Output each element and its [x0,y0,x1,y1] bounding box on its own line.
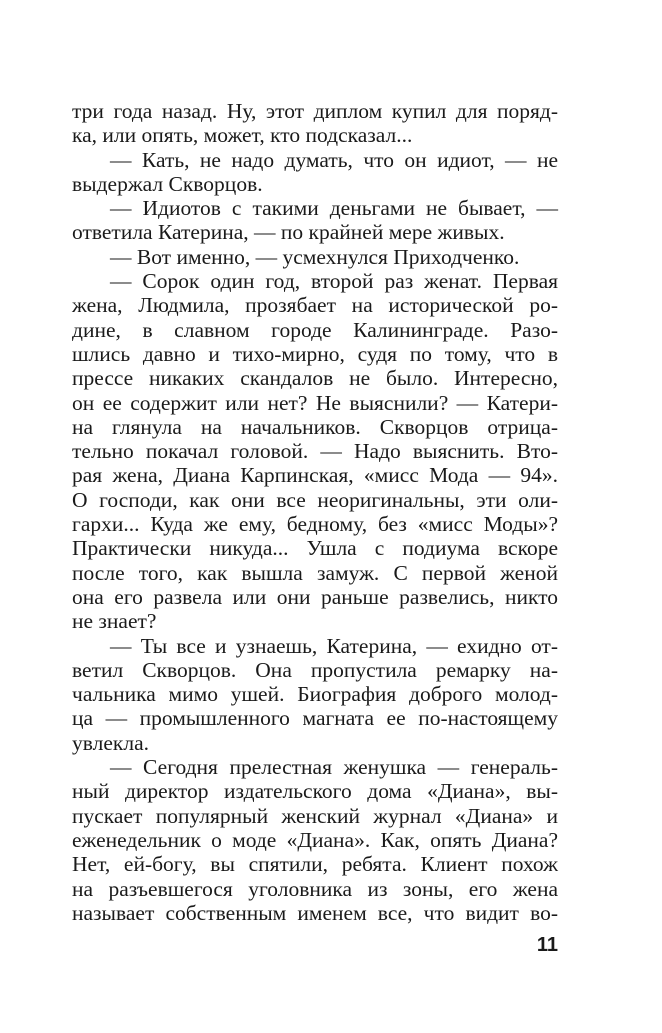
text-line: ца — промышленного магната ее по-настоящему [72,706,558,731]
text-line: тельно покачал головой. — Надо выяснить. Вто- [72,439,558,464]
text-line: — Ты все и узнаешь, Катерина, — ехидно от- [110,633,558,658]
text-line: ный директор издательского дома «Диана», вы- [72,779,558,804]
text-line: он ее содержит или нет? Не выяснили? — Катери- [72,390,558,415]
text-line: пускает популярный женский журнал «Диана» и [72,803,558,828]
text-line: она его развела или они раньше развелись, никто [72,584,558,609]
text-line: О господи, как они все неоригинальны, эти оли- [72,487,558,512]
text-line: — Идиотов с такими деньгами не бывает, — [110,196,558,221]
text-line: выдержал Скворцов. [72,171,263,196]
text-line: — Кать, не надо думать, что он идиот, — не [110,147,558,172]
text-line: прессе никаких скандалов не было. Интересно, [72,366,558,391]
text-line: ответила Катерина, — по крайней мере живых. [72,220,505,245]
text-line: чальника мимо ушей. Биография доброго молод- [72,682,558,707]
text-line: — Сорок один год, второй раз женат. Первая [110,269,558,294]
text-line: — Сегодня прелестная женушка — генераль- [110,755,558,780]
text-line: гархи... Куда же ему, бедному, без «мисс Моды»? [72,512,558,537]
text-line: Нет, ей-богу, вы спятили, ребята. Клиент похож [72,852,558,877]
text-line: не знает? [72,609,157,634]
body-text [72,99,558,925]
text-line: после того, как вышла замуж. С первой женой [72,560,558,585]
text-line: на глянула на начальников. Скворцов отрица- [72,414,558,439]
text-line: Практически никуда... Ушла с подиума вскоре [72,536,558,561]
text-line: — Вот именно, — усмехнулся Приходченко. [110,244,520,269]
text-line: шлись давно и тихо-мирно, судя по тому, что в [72,341,558,366]
text-line: еженедельник о моде «Диана». Как, опять Диана? [72,827,558,852]
page-number: 11 [536,934,558,956]
text-line: рая жена, Диана Карпинская, «мисс Мода — 94». [72,463,558,488]
text-line: дине, в славном городе Калининграде. Разо- [72,317,558,342]
text-line: увлекла. [72,730,149,755]
text-line: три года назад. Ну, этот диплом купил для поряд- [72,99,558,123]
text-line: ка, или опять, может, кто подсказал... [72,123,413,148]
text-line: называет собственным именем все, что видит во- [72,900,558,925]
text-line: на разъевшегося уголовника из зоны, его жена [72,876,558,901]
text-line: жена, Людмила, прозябает на исторической ро- [72,293,558,318]
text-line: ветил Скворцов. Она пропустила ремарку на- [72,657,558,682]
